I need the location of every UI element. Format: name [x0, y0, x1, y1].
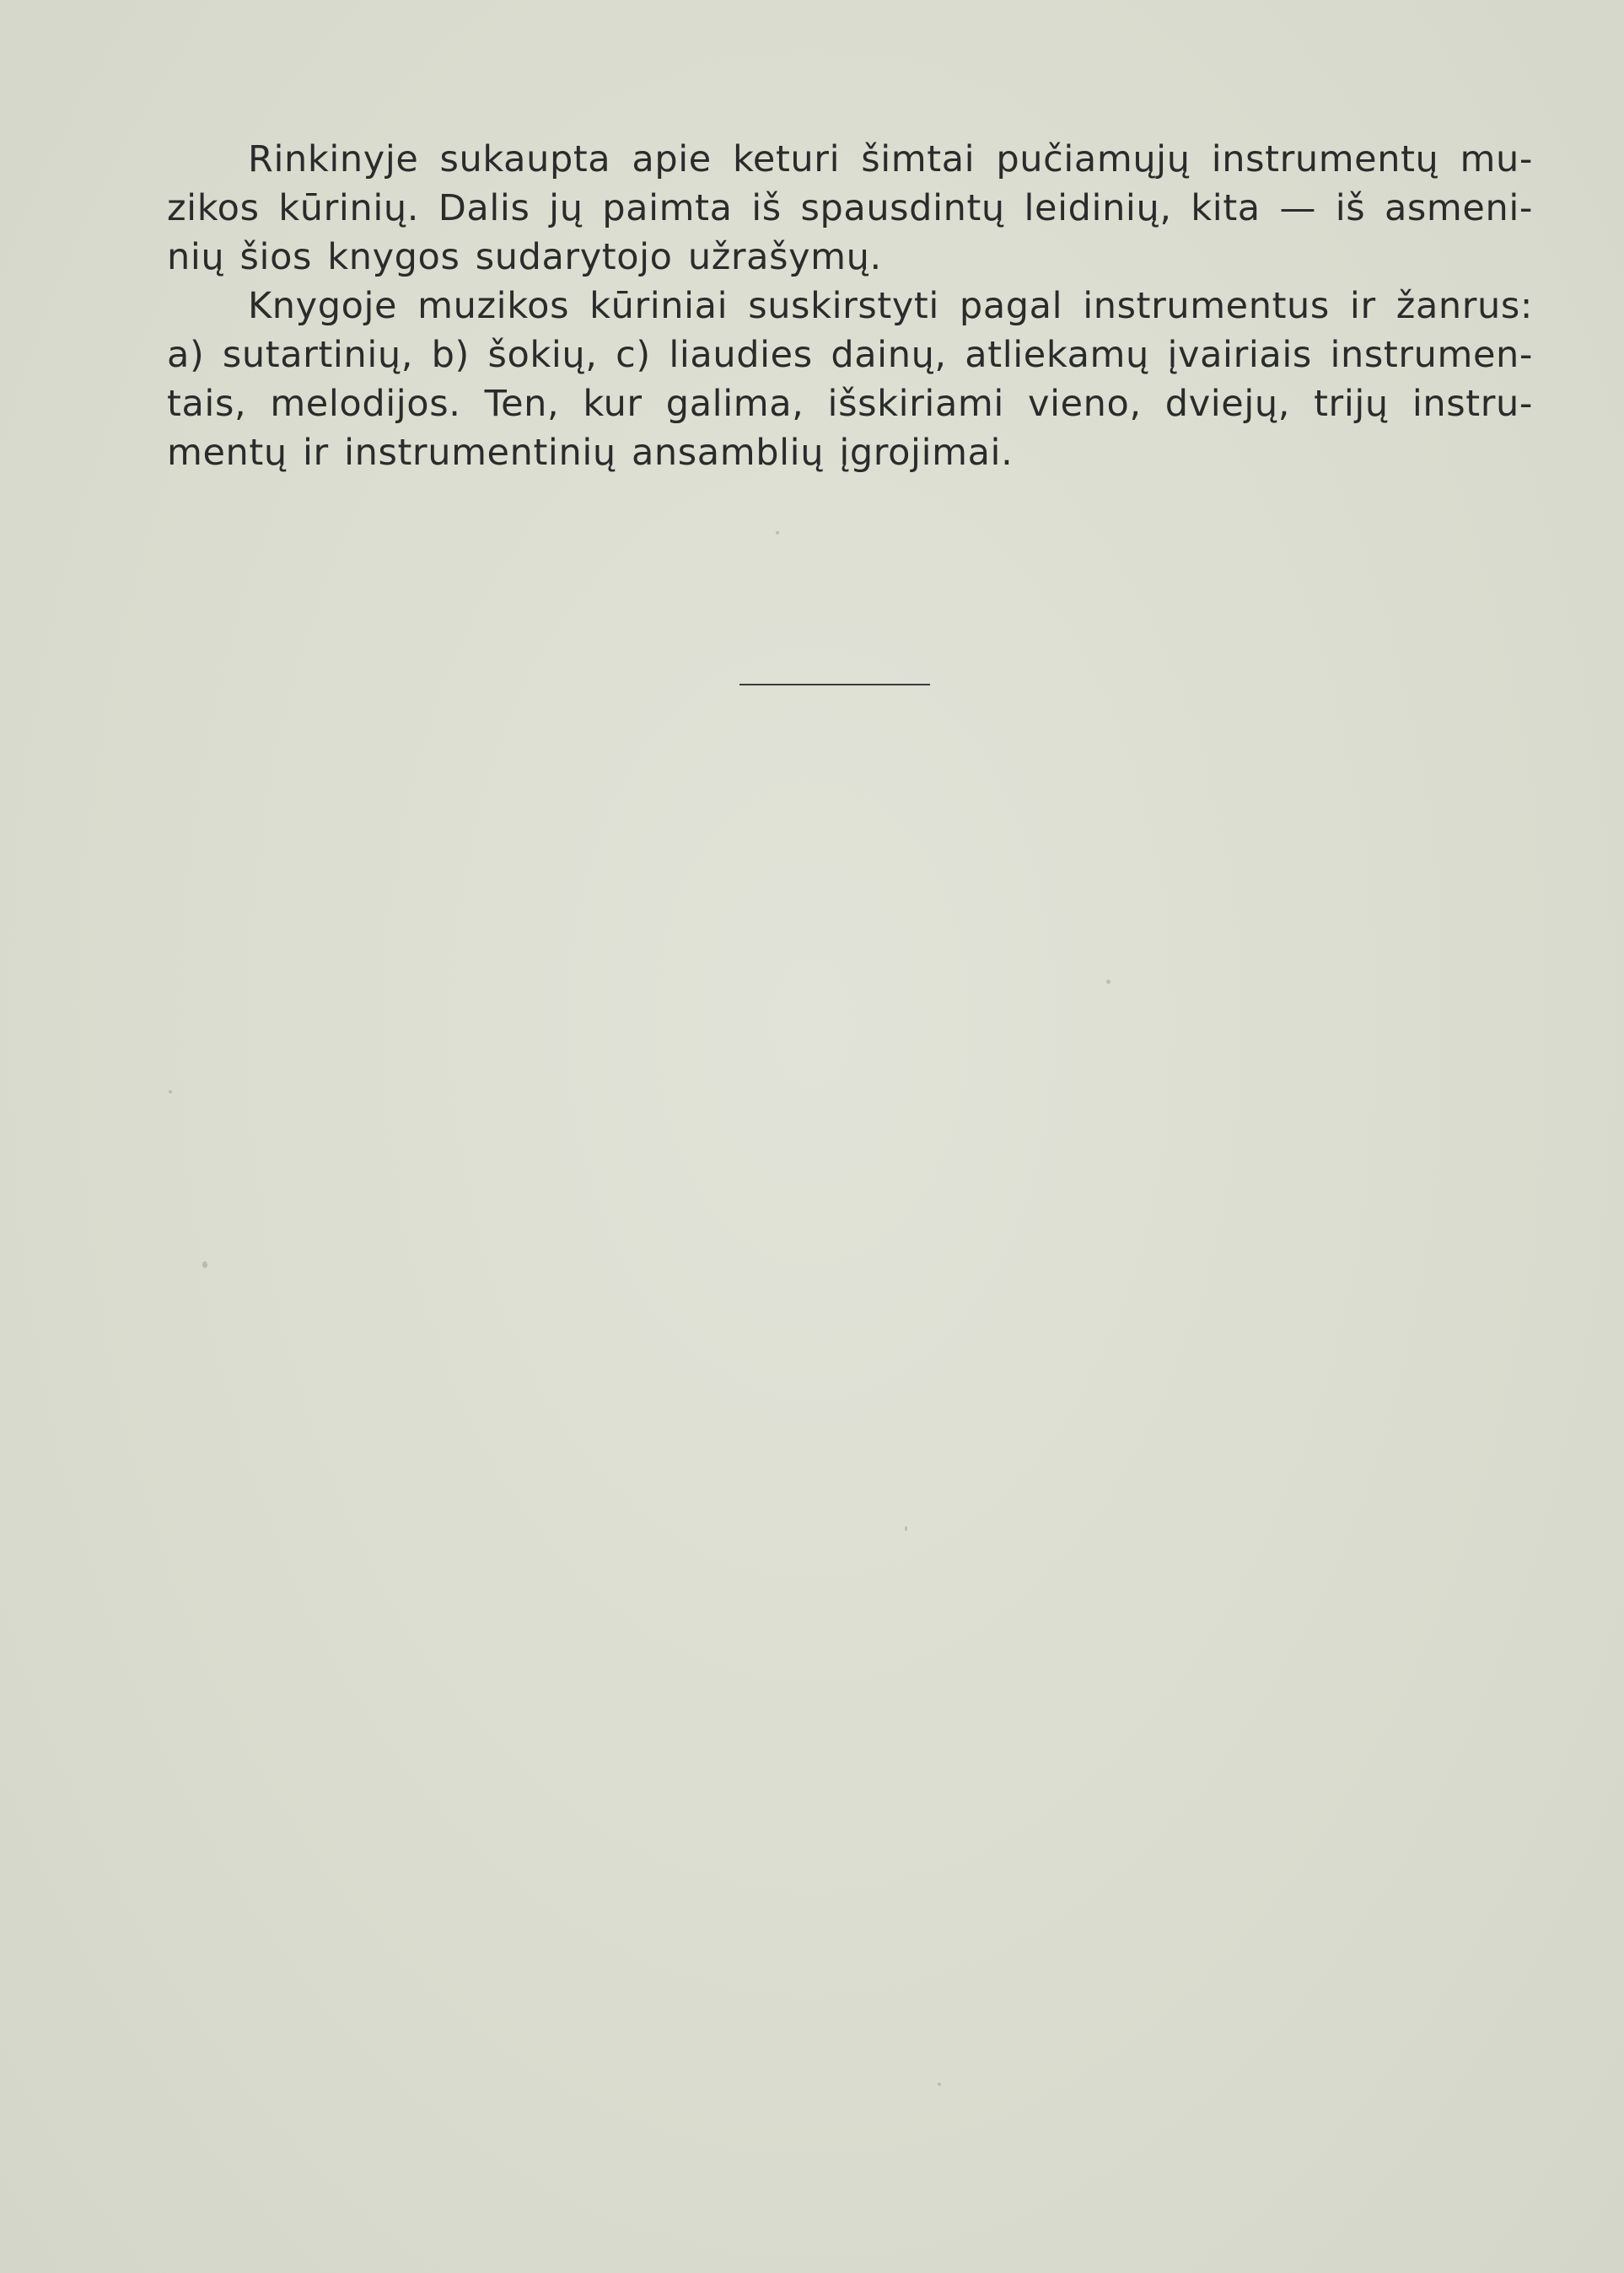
paper-speck [905, 1526, 907, 1531]
paper-speck [1106, 980, 1110, 984]
text-line: mentų ir instrumentinių ansamblių įgrojimai. [167, 432, 1014, 474]
text-line: Rinkinyje sukaupta apie keturi šimtai pučiamųjų instrumentų mu- [248, 138, 1533, 180]
paper-speck [776, 531, 779, 535]
paragraph-1 [167, 135, 1533, 282]
section-divider [739, 684, 930, 685]
paragraph-2 [167, 282, 1533, 477]
paper-speck [169, 1090, 172, 1094]
paper-speck [938, 2082, 941, 2086]
body-text [167, 135, 1533, 477]
text-line: nių šios knygos sudarytojo užrašymų. [167, 236, 882, 278]
text-line: zikos kūrinių. Dalis jų paimta iš spausdintų leidinių, kita — iš asmeni- [167, 187, 1533, 229]
text-line: Knygoje muzikos kūriniai suskirstyti pagal instrumentus ir žanrus: [248, 285, 1533, 327]
text-line: tais, melodijos. Ten, kur galima, išskiriami vieno, dviejų, trijų instru- [167, 383, 1533, 425]
paper-speck [202, 1261, 207, 1268]
text-line: a) sutartinių, b) šokių, c) liaudies dainų, atliekamų įvairiais instrumen- [167, 334, 1533, 376]
